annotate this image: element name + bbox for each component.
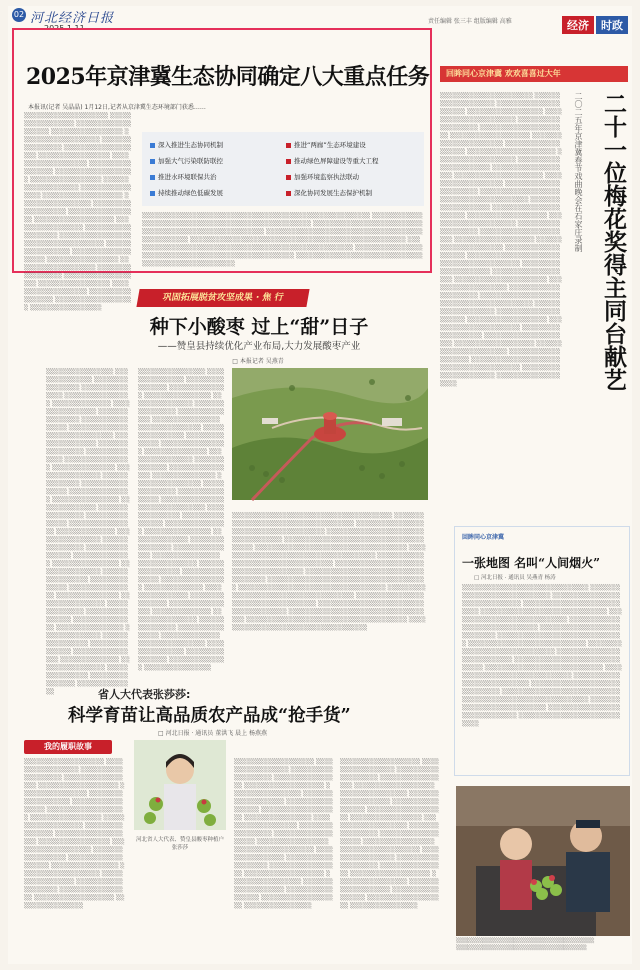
column-banner: 回眸同心京津冀 欢欢喜喜过大年 [440,66,628,82]
bullet-square-icon [150,175,155,180]
bullet-square-icon [286,159,291,164]
task-item: 深入推进生态协同机制 [150,140,223,149]
task-item: 推进“两廊”生态环境建设 [286,140,366,149]
bullet-square-icon [150,191,155,196]
key-tasks-box [142,132,424,206]
task-item: 加强大气污染联防联控 [150,156,223,165]
bullet-square-icon [286,175,291,180]
section-tab-politics[interactable]: 时政 [596,16,628,34]
bullet-square-icon [150,159,155,164]
bullet-square-icon [286,143,291,148]
jujube-field-aerial-photo [232,368,428,500]
article3-byline: □ 河北日报 · 通讯员 董洪飞 晨上 杨燕燕 [158,730,268,737]
column-tag: 我的履职故事 [24,740,112,754]
portrait-caption: 河北省人大代表、赞皇县酸枣种植户 张莎莎 [135,837,224,851]
sidebar-article-byline: □ 河北日报 · 通讯员 吴燕青 杨涛 [474,575,556,581]
article2-body-col-3: ░░░░░░░░░░░░░░░░░░░░░░░░░░░░░░░░░░░░░░ ░░░░░░░░░░░░░░░░░░░░░░░░░░░░░░░░░░░░ ░░░░░░░░░░░░░░░░░░░░░░░░░░░░░░░░░░░░░░ ░░░░░░░░░░░░░░░░░░░░░░░░░░░░░░░░░░░ ░░░░░░░░░░░░░░░░░░░░░░░░░░░░░░░░░░░░░░ ░░░░░░░░░░░░░░░░░░░░░░░░░░░░░░░░░░░░ ░░░░░░░░░░░░░░░░░░░░░░░░░░░░░░░░░░░░░░ ░░░░░░░░░░░░░░░░░░░░░░░░░░░░░░░░░░░ ░░░░░░░░░░░░░░░░░░░░░░░░░░░░░░░░░░░░░░ ░░░░░░░░░░░░░░░░░░░░░░░░░░░░░░░░░░░░ ░░░░░░░░░░░░░░░░░░░░░░░░░░░░░░░░░░░░░░ ░░░░░░░░░░░░░░░░░░░░░░░░░░░░░░░░░░░ ░░░░░░░░░░░░░░░░░░░░░░░░░░░░░░░░░░░░░░ ░░░░░░░░░░░░░░░░░░░░░░░░░░░░░░░░░░░░ ░░░░░░░░░░░░░░░░░░░░░░░░░░░░░░░░░░░░░░ ░░░░░░░░░░░░░░░░░░░░░░░░░░░░░░░░░░░ ░░░░░░░░░░░░░░░░░░░░░░░░░░░░░░░░░░░░░░ ░░░░░░░░░░░░░░░░░░░░░░░░░░░░░░░░░░░░ [232,513,426,631]
lead-article-byline: 本报讯(记者 吴晶晶) 1月12日,记者从京津冀生态环境部门获悉…… [28,104,206,111]
lead-body-col-1: ░░░░░░░░░░░░░░░░░░░░ ░░░░░░░░░░░░░░░░░ ░░░░░░░░░░░░░░░░░░░ ░░░░░░░░░░░░░░░░░ ░░░░░░░░░░░░░░░░░░░ ░░░░░░░░░░░░░░░░ ░░░░░░░░░░░░░░░░░░░ ░░░░░░░░░░░░░░░░░ ░░░░░░░░░░░░░░░░░░░ ░░░░░░░░░░░░░░░░░ ░░░░░░░░░░░░░░░░░░░ ░░░░░░░░░░░░░░░░░ ░░░░░░░░░░░░░░░░░░░ ░░░░░░░░░░░░░░░░ ░░░░░░░░░░░░░░░░░░░ ░░░░░░░░░░░░░░░░░ ░░░░░░░░░░░░░░░░░░░ ░░░░░░░░░░░░░░░░░ ░░░░░░░░░░░░░░░░░░░ ░░░░░░░░░░░░░░░░░ ░░░░░░░░░░░░░░░░░░░ ░░░░░░░░░░░░░░░░░ ░░░░░░░░░░░░░░░░░░░ ░░░░░░░░░░░░░░░░░ ░░░░░░░░░░░░░░░░░░░ ░░░░░░░░░░░░░░░░░ ░░░░░░░░░░░░░░░░░░░ ░░░░░░░░░░░░░░░░░ ░░░░░░░░░░░░░░░░░░░ ░░░░░░░░░░░░░░░░░ ░░░░░░░░░░░░░░░░░░░ ░░░░░░░░░░░░░░░░░ ░░░░░░░░░░░░░░░░░░░ ░░░░░░░░░░░░░░░░░ [24,113,132,311]
children-fruit-photo [456,786,630,936]
people-scene-image [456,786,630,936]
article3-body-col-2: ░░░░░░░░░░░░░░░░░░░ ░░░░░░░░░░░░░░░░░ ░░░░░░░░░░░░░░░░░░░ ░░░░░░░░░░░░░░░░ ░░░░░░░░░░░░░░░░░░░ ░░░░░░░░░░░░░░░░░ ░░░░░░░░░░░░░░░░░░░ ░░░░░░░░░░░░░░░░░ ░░░░░░░░░░░░░░░░░░░ ░░░░░░░░░░░░░░░░ ░░░░░░░░░░░░░░░░░░░ ░░░░░░░░░░░░░░░░░ ░░░░░░░░░░░░░░░░░░░ ░░░░░░░░░░░░░░░░░ ░░░░░░░░░░░░░░░░░░░ ░░░░░░░░░░░░░░░░ ░░░░░░░░░░░░░░░░░░░ ░░░░░░░░░░░░░░░░░ ░░░░░░░░░░░░░░░░░░░ ░░░░░░░░░░░░░░░░░ ░░░░░░░░░░░░░░░░░░░ ░░░░░░░░░░░░░░░░░ ░░░░░░░░░░░░░░░░░░░ ░░░░░░░░░░░░░░░░ [234,759,334,909]
article3-body-col-1: ░░░░░░░░░░░░░░░░░░░ ░░░░░░░░░░░░░░░░░ ░░░░░░░░░░░░░░░░░░░ ░░░░░░░░░░░░░░░░░ ░░░░░░░░░░░░░░░░░░░ ░░░░░░░░░░░░░░░░ ░░░░░░░░░░░░░░░░░░░ ░░░░░░░░░░░░░░░░░ ░░░░░░░░░░░░░░░░░░░ ░░░░░░░░░░░░░░░░░ ░░░░░░░░░░░░░░░░░░░ ░░░░░░░░░░░░░░░░ ░░░░░░░░░░░░░░░░░░░ ░░░░░░░░░░░░░░░░░ ░░░░░░░░░░░░░░░░░░░ ░░░░░░░░░░░░░░░░░ ░░░░░░░░░░░░░░░░░░░ ░░░░░░░░░░░░░░░░ ░░░░░░░░░░░░░░░░░░░ ░░░░░░░░░░░░░░░░░ ░░░░░░░░░░░░░░░░░░░ ░░░░░░░░░░░░░░░░░ ░░░░░░░░░░░░░░░░░░░ ░░░░░░░░░░░░░░░░ [24,759,125,909]
delegate-portrait-photo [134,740,226,830]
portrait-image [134,740,226,830]
right-article-title[interactable]: 二十一位梅花奖得主同台献艺 [600,92,627,391]
newspaper-page [8,6,632,964]
article2-body-col-1: ░░░░░░░░░░░░░░░░ ░░░░░░░░░░░░░░ ░░░░░░░░░░░░░░░░ ░░░░░░░░░░░░░░░ ░░░░░░░░░░░░░░░░ ░░░░░░░░░░░░░░ ░░░░░░░░░░░░░░░░ ░░░░░░░░░░░░░░░ ░░░░░░░░░░░░░░░░ ░░░░░░░░░░░░░░ ░░░░░░░░░░░░░░░░ ░░░░░░░░░░░░░░░ ░░░░░░░░░░░░░░░░ ░░░░░░░░░░░░░░ ░░░░░░░░░░░░░░░░ ░░░░░░░░░░░░░░░ ░░░░░░░░░░░░░░░░ ░░░░░░░░░░░░░░ ░░░░░░░░░░░░░░░░ ░░░░░░░░░░░░░░░ ░░░░░░░░░░░░░░░░ ░░░░░░░░░░░░░░ ░░░░░░░░░░░░░░░░ ░░░░░░░░░░░░░░░ ░░░░░░░░░░░░░░░░ ░░░░░░░░░░░░░░ ░░░░░░░░░░░░░░░░ ░░░░░░░░░░░░░░░ ░░░░░░░░░░░░░░░░ ░░░░░░░░░░░░░░ ░░░░░░░░░░░░░░░░ ░░░░░░░░░░░░░░░ ░░░░░░░░░░░░░░░░ ░░░░░░░░░░░░░░ ░░░░░░░░░░░░░░░░ ░░░░░░░░░░░░░░░ ░░░░░░░░░░░░░░░░ ░░░░░░░░░░░░░░ ░░░░░░░░░░░░░░░░ ░░░░░░░░░░░░░░░ ░░░░░░░░░░░░░░░░ ░░░░░░░░░░░░░░ ░░░░░░░░░░░░░░░░ ░░░░░░░░░░░░░░░ ░░░░░░░░░░░░░░░░ ░░░░░░░░░░░░░░ ░░░░░░░░░░░░░░░░ ░░░░░░░░░░░░░░░ ░░░░░░░░░░░░░░░░ ░░░░░░░░░░░░░░ [46,369,130,695]
article2-subtitle: ——赞皇县持续优化产业布局,大力发展酸枣产业 [157,341,361,352]
right-article-subtitle: 二〇二五年京津冀春节戏曲晚会在石家庄录制 [574,92,583,252]
lead-article-title: 2025年京津冀生态协同确定八大重点任务 [26,64,430,90]
paper-masthead: 河北经济日报 [30,11,115,26]
task-item: 加强环境监察执法联动 [286,172,359,181]
sidebar-article-tag: 回眸同心京津冀 [462,534,505,541]
lead-body-col-2: ░░░░░░░░░░░░░░░░░░░░░░░░░░░░░░░░░░░░░░░░░░░░░░░░░░░░░░ ░░░░░░░░░░░░░░░░░░░░░░░░░░░░░░░░░░░░░░░░░░░░░░░░░░░░ ░░░░░░░░░░░░░░░░░░░░░░░░░░░░░░░░░░░░░░░░░░░░░░░░░░░░░░░ ░░░░░░░░░░░░░░░░░░░░░░░░░░░░░░░░░░░░░░░░░░░░░░░░ ░░░░░░░░░░░░░░░░░░░░░░░░░░░░░░░░░░░░░░░░░░░░░░░░░░░ ░░░░░░░░░░░░░░░░░░░░░░░░░░░░░░░░░░░░░░░░░░░░░░░░░░░░░ ░░░░░░░░░░░░░░░░░░░░░░░░░░░░░░░░░░░░░░░░░░░░░░░░░░░░ ░░░░░░░░░░░░░░░░░░░░░░░░░░░░░░░░░░░░░░░░░░░░░░░░░░░░ [142,213,423,267]
article2-body-col-2: ░░░░░░░░░░░░░░░░ ░░░░░░░░░░░░░░░ ░░░░░░░░░░░░░░░░ ░░░░░░░░░░░░░░ ░░░░░░░░░░░░░░░░ ░░░░░░░░░░░░░░░ ░░░░░░░░░░░░░░░░ ░░░░░░░░░░░░░░ ░░░░░░░░░░░░░░░░ ░░░░░░░░░░░░░░░ ░░░░░░░░░░░░░░░░ ░░░░░░░░░░░░░░ ░░░░░░░░░░░░░░░░ ░░░░░░░░░░░░░░░ ░░░░░░░░░░░░░░░░ ░░░░░░░░░░░░░░ ░░░░░░░░░░░░░░░░ ░░░░░░░░░░░░░░░ ░░░░░░░░░░░░░░░░ ░░░░░░░░░░░░░░ ░░░░░░░░░░░░░░░░ ░░░░░░░░░░░░░░░ ░░░░░░░░░░░░░░░░ ░░░░░░░░░░░░░░ ░░░░░░░░░░░░░░░░ ░░░░░░░░░░░░░░░ ░░░░░░░░░░░░░░░░ ░░░░░░░░░░░░░░ ░░░░░░░░░░░░░░░░ ░░░░░░░░░░░░░░░ ░░░░░░░░░░░░░░░░ ░░░░░░░░░░░░░░ ░░░░░░░░░░░░░░░░ ░░░░░░░░░░░░░░░ ░░░░░░░░░░░░░░░░ ░░░░░░░░░░░░░░ ░░░░░░░░░░░░░░░░ ░░░░░░░░░░░░░░░ ░░░░░░░░░░░░░░░░ ░░░░░░░░░░░░░░ ░░░░░░░░░░░░░░░░ ░░░░░░░░░░░░░░░ ░░░░░░░░░░░░░░░░ ░░░░░░░░░░░░░░ ░░░░░░░░░░░░░░░░ ░░░░░░░░░░░░░░░ ░░░░░░░░░░░░░░░░ ░░░░░░░░░░░░░░ ░░░░░░░░░░░░░░░░ [138,369,225,671]
bullet-square-icon [286,191,291,196]
page-number-badge: 02 [12,8,26,22]
aerial-landscape-image [232,368,428,500]
task-item: 持续推动绿色低碳发展 [150,188,223,197]
sidebar-article-title[interactable]: 一张地图 名叫“人间烟火” [462,556,600,570]
task-item: 推进水环境联保共治 [150,172,217,181]
section-tab-economy[interactable]: 经济 [562,16,594,34]
task-item: 推动绿色屏障建设等重大工程 [286,156,379,165]
right-article-body: ░░░░░░░░░░░░░░░░░░░░░░ ░░░░░░░░░░░░░░░░░░░ ░░░░░░░░░░░░░░░░░░░░░ ░░░░░░░░░░░░░░░░░░ ░░░░░░░░░░░░░░░░░░░░░░ ░░░░░░░░░░░░░░░░░░░ ░░░░░░░░░░░░░░░░░░░░░ ░░░░░░░░░░░░░░░░░░░ ░░░░░░░░░░░░░░░░░░░░░░ ░░░░░░░░░░░░░░░░░░░ ░░░░░░░░░░░░░░░░░░░░░ ░░░░░░░░░░░░░░░░░░░ ░░░░░░░░░░░░░░░░░░░░░░ ░░░░░░░░░░░░░░░░░░░ ░░░░░░░░░░░░░░░░░░░░░ ░░░░░░░░░░░░░░░░░░░ ░░░░░░░░░░░░░░░░░░░░░░ ░░░░░░░░░░░░░░░░░░░ ░░░░░░░░░░░░░░░░░░░░░ ░░░░░░░░░░░░░░░░░░░ ░░░░░░░░░░░░░░░░░░░░░░ ░░░░░░░░░░░░░░░░░░░ ░░░░░░░░░░░░░░░░░░░░░ ░░░░░░░░░░░░░░░░░░░ ░░░░░░░░░░░░░░░░░░░░░░ ░░░░░░░░░░░░░░░░░░░ ░░░░░░░░░░░░░░░░░░░░░ ░░░░░░░░░░░░░░░░░░░ ░░░░░░░░░░░░░░░░░░░░░░ ░░░░░░░░░░░░░░░░░░░ ░░░░░░░░░░░░░░░░░░░░░ ░░░░░░░░░░░░░░░░░░░ ░░░░░░░░░░░░░░░░░░░░░░ ░░░░░░░░░░░░░░░░░░░ ░░░░░░░░░░░░░░░░░░░░░ ░░░░░░░░░░░░░░░░░░░ ░░░░░░░░░░░░░░░░░░░░░░ ░░░░░░░░░░░░░░░░░░░ ░░░░░░░░░░░░░░░░░░░░░ ░░░░░░░░░░░░░░░░░░░ ░░░░░░░░░░░░░░░░░░░░░░ ░░░░░░░░░░░░░░░░░░░ ░░░░░░░░░░░░░░░░░░░░░ ░░░░░░░░░░░░░░░░░░░ ░░░░░░░░░░░░░░░░░░░░░░ ░░░░░░░░░░░░░░░░░░░ ░░░░░░░░░░░░░░░░░░░░░ ░░░░░░░░░░░░░░░░░░░ ░░░░░░░░░░░░░░░░░░░░░░ ░░░░░░░░░░░░░░░░░░░ [440,93,562,387]
article3-title[interactable]: 科学育苗让高品质农产品成“抢手货” [68,706,351,726]
article2-byline: □ 本报记者 吴燕青 [232,358,284,365]
article2-title[interactable]: 种下小酸枣 过上“甜”日子 [149,316,369,338]
section-tabs [562,16,628,34]
photo-caption: ░░░░░░░░░░░░░░░░░░░░░░░░░░░░░░░░░░░░ ░░░░░░░░░░░░░░░░░░░░░░░░░░░░░░░░░░ [456,938,595,951]
feature-ribbon: 巩固拓展脱贫攻坚成果 · 焦 行 [136,289,309,307]
editor-credits: 责任编辑 张三丰 组版编辑 高雅 [428,18,512,25]
article3-body-col-3: ░░░░░░░░░░░░░░░░░░░ ░░░░░░░░░░░░░░░░░ ░░░░░░░░░░░░░░░░░░░ ░░░░░░░░░░░░░░░░░ ░░░░░░░░░░░░░░░░░░░ ░░░░░░░░░░░░░░░░ ░░░░░░░░░░░░░░░░░░░ ░░░░░░░░░░░░░░░░░ ░░░░░░░░░░░░░░░░░░░ ░░░░░░░░░░░░░░░░░ ░░░░░░░░░░░░░░░░░░░ ░░░░░░░░░░░░░░░░ ░░░░░░░░░░░░░░░░░░░ ░░░░░░░░░░░░░░░░░ ░░░░░░░░░░░░░░░░░░░ ░░░░░░░░░░░░░░░░░ ░░░░░░░░░░░░░░░░░░░ ░░░░░░░░░░░░░░░░ ░░░░░░░░░░░░░░░░░░░ ░░░░░░░░░░░░░░░░░ ░░░░░░░░░░░░░░░░░░░ ░░░░░░░░░░░░░░░░░ ░░░░░░░░░░░░░░░░░░░ ░░░░░░░░░░░░░░░░ [340,759,440,909]
bullet-square-icon [150,143,155,148]
article3-kicker: 省人大代表张莎莎: [98,688,191,701]
sidebar-article-body: ░░░░░░░░░░░░░░░░░░░░░░░░░░░░░░ ░░░░░░░░░░░░░░░░░░░░░░░░░░░░ ░░░░░░░░░░░░░░░░░░░░░░░░░░░░░░ ░░░░░░░░░░░░░░░░░░░░░░░░░░░ ░░░░░░░░░░░░░░░░░░░░░░░░░░░░░░ ░░░░░░░░░░░░░░░░░░░░░░░░░░░░ ░░░░░░░░░░░░░░░░░░░░░░░░░░░░░░ ░░░░░░░░░░░░░░░░░░░░░░░░░░░ ░░░░░░░░░░░░░░░░░░░░░░░░░░░░░░ ░░░░░░░░░░░░░░░░░░░░░░░░░░░░ ░░░░░░░░░░░░░░░░░░░░░░░░░░░░░░ ░░░░░░░░░░░░░░░░░░░░░░░░░░░ ░░░░░░░░░░░░░░░░░░░░░░░░░░░░░░ ░░░░░░░░░░░░░░░░░░░░░░░░░░░░ ░░░░░░░░░░░░░░░░░░░░░░░░░░░░░░ ░░░░░░░░░░░░░░░░░░░░░░░░░░░ ░░░░░░░░░░░░░░░░░░░░░░░░░░░░░░ ░░░░░░░░░░░░░░░░░░░░░░░░░░░░ ░░░░░░░░░░░░░░░░░░░░░░░░░░░░░░ ░░░░░░░░░░░░░░░░░░░░░░░░░░░ ░░░░░░░░░░░░░░░░░░░░░░░░░░░░░░ ░░░░░░░░░░░░░░░░░░░░░░░░░░░░ [462,585,622,727]
task-item: 深化协同发展生态保护机制 [286,188,372,197]
